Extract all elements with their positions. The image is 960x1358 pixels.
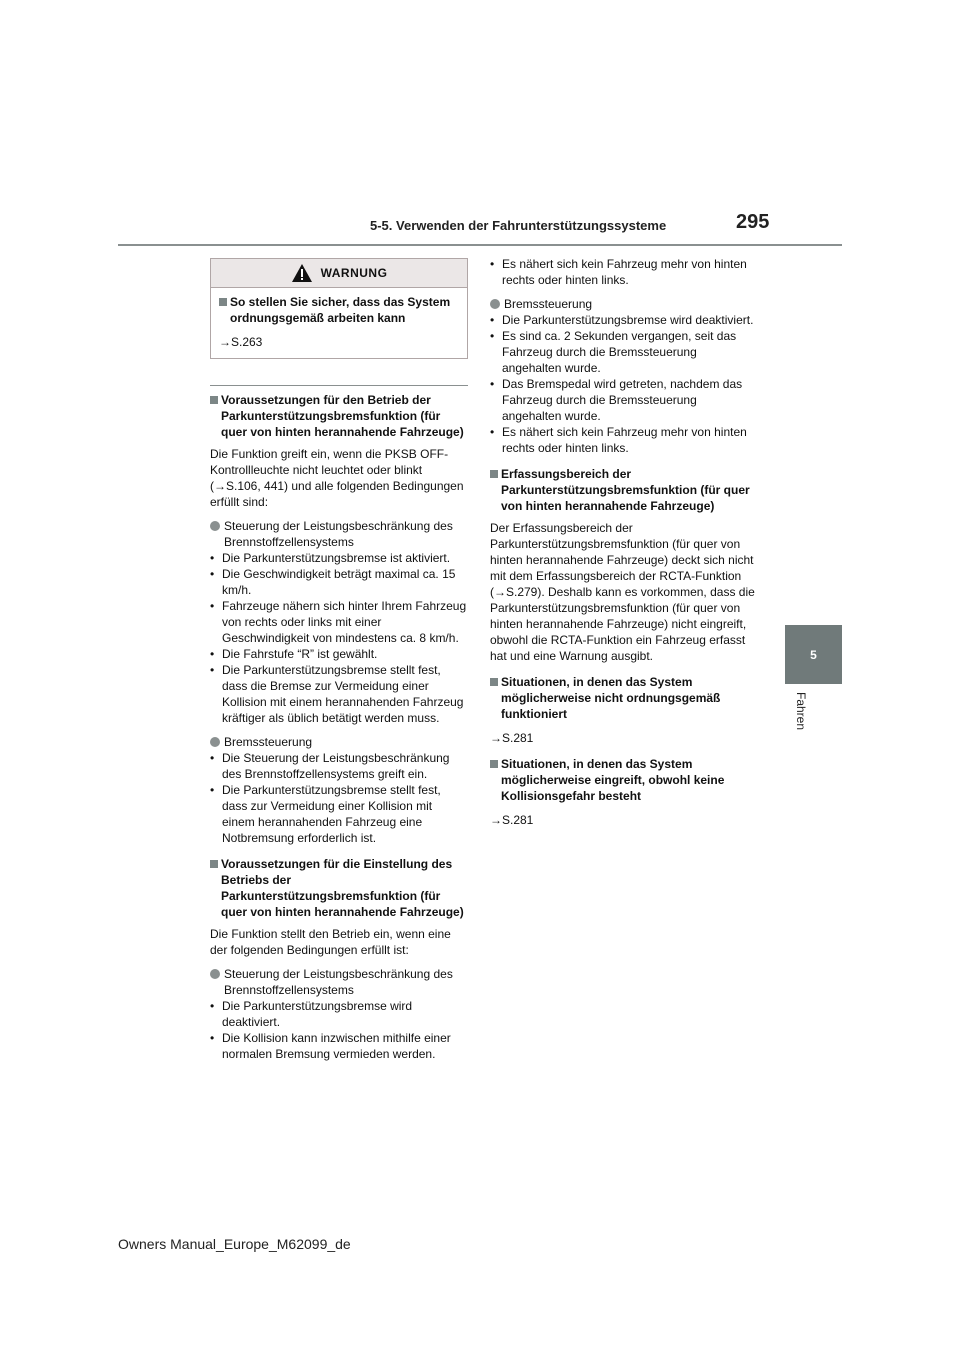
warning-heading: So stellen Sie sicher, dass das System ordnungsgemäß arbeiten kann bbox=[219, 294, 459, 326]
warning-box bbox=[210, 258, 468, 359]
list-item: • Die Parkunterstützungsbremse stellt fest, dass die Bremse zur Vermeidung einer Kollision mit einem herannahenden Fahrzeug kräftiger als üblich betätigt werden muss. bbox=[210, 663, 464, 725]
page-reference[interactable]: →S.281 bbox=[490, 813, 534, 827]
section-operating-conditions bbox=[210, 385, 468, 846]
section-heading: Voraussetzungen für den Betrieb der Parkunterstützungsbremsfunktion (für quer von hinten herannahende Fahrzeuge) bbox=[210, 392, 468, 440]
page-reference[interactable]: →S.263 bbox=[219, 335, 263, 349]
list-item: • Die Parkunterstützungsbremse ist aktiviert. bbox=[210, 551, 451, 565]
group-title: Steuerung der Leistungsbeschränkung des Brennstoffzellensystems bbox=[210, 518, 468, 550]
right-column bbox=[490, 256, 755, 828]
circle-bullet-icon bbox=[210, 737, 220, 747]
square-bullet-icon bbox=[490, 466, 501, 514]
section-detection-range bbox=[490, 466, 755, 664]
warning-body bbox=[211, 288, 467, 358]
section-stop-conditions bbox=[210, 856, 468, 1062]
circle-bullet-icon bbox=[490, 299, 500, 309]
section-heading: Erfassungsbereich der Parkunterstützungsbremsfunktion (für quer von hinten herannahende Fahrzeuge) bbox=[490, 466, 755, 514]
square-bullet-icon bbox=[219, 294, 230, 326]
list-item: • Die Kollision kann inzwischen mithilfe einer normalen Bremsung vermieden werden. bbox=[210, 1031, 451, 1061]
condition-group bbox=[210, 734, 468, 846]
list-item: • Die Fahrstufe “R” ist gewählt. bbox=[210, 647, 378, 661]
square-bullet-icon bbox=[210, 856, 221, 920]
section-heading: Situationen, in denen das System möglicherweise eingreift, obwohl keine Kollisionsgefahr besteht bbox=[490, 756, 755, 804]
section-false-activation bbox=[490, 756, 755, 828]
square-bullet-icon bbox=[210, 392, 221, 440]
section-malfunction bbox=[490, 674, 755, 746]
header-divider bbox=[118, 244, 842, 246]
section-title: 5-5. Verwenden der Fahrunterstützungssysteme bbox=[370, 218, 667, 233]
square-bullet-icon bbox=[490, 674, 501, 722]
warning-triangle-icon bbox=[291, 263, 313, 283]
left-column bbox=[210, 258, 468, 1062]
warning-title: WARNUNG bbox=[320, 266, 388, 280]
footer-text: Owners Manual_Europe_M62099_de bbox=[118, 1236, 351, 1252]
circle-bullet-icon bbox=[210, 969, 220, 979]
list-item: • Es sind ca. 2 Sekunden vergangen, seit das Fahrzeug durch die Bremssteuerung angehalten wurde. bbox=[490, 329, 737, 375]
condition-group bbox=[210, 518, 468, 726]
paragraph: Der Erfassungsbereich der Parkunterstützungsbremsfunktion (für quer von hinten herannahende Fahrzeuge) deckt sich nicht mit dem Erfassungsbereich der RCTA-Funktion (→S.279). Deshalb kann es vorkommen, dass die Parkunterstützungsbremsfunktion (für quer von hinten herannahende Fahrzeuge) nicht eingreift, obwohl die RCTA-Funktion ein Fahrzeug erfasst hat und eine Warnung ausgibt. bbox=[490, 521, 755, 663]
group-title: Bremssteuerung bbox=[210, 734, 468, 750]
list-item: • Das Bremspedal wird getreten, nachdem das Fahrzeug durch die Bremssteuerung angehalten wurde. bbox=[490, 377, 743, 423]
page-reference[interactable]: →S.281 bbox=[490, 731, 534, 745]
list-item: • Fahrzeuge nähern sich hinter Ihrem Fahrzeug von rechts oder links mit einer Geschwindigkeit von mindestens ca. 8 km/h. bbox=[210, 599, 467, 645]
list-item: • Die Geschwindigkeit beträgt maximal ca. 15 km/h. bbox=[210, 567, 456, 597]
group-title: Bremssteuerung bbox=[490, 296, 755, 312]
group-title: Steuerung der Leistungsbeschränkung des Brennstoffzellensystems bbox=[210, 966, 468, 998]
section-heading: Situationen, in denen das System möglicherweise nicht ordnungsgemäß funktioniert bbox=[490, 674, 755, 722]
paragraph: Die Funktion greift ein, wenn die PKSB OFF-Kontrollleuchte nicht leuchtet oder blinkt (→S.106, 441) und alle folgenden Bedingungen erfüllt sind: bbox=[210, 447, 464, 509]
page-number: 295 bbox=[736, 211, 770, 233]
list-item: • Die Steuerung der Leistungsbeschränkung des Brennstoffzellensystems greift ein. bbox=[210, 751, 450, 781]
list-item: • Es nähert sich kein Fahrzeug mehr von hinten rechts oder hinten links. bbox=[490, 257, 747, 287]
paragraph: Die Funktion stellt den Betrieb ein, wenn eine der folgenden Bedingungen erfüllt ist: bbox=[210, 927, 451, 957]
section-heading: Voraussetzungen für die Einstellung des Betriebs der Parkunterstützungsbremsfunktion (für quer von hinten herannahende Fahrzeuge) bbox=[210, 856, 468, 920]
list-item: • Es nähert sich kein Fahrzeug mehr von hinten rechts oder hinten links. bbox=[490, 425, 747, 455]
list-item: • Die Parkunterstützungsbremse wird deaktiviert. bbox=[490, 313, 754, 327]
list-item: • Die Parkunterstützungsbremse stellt fest, dass zur Vermeidung einer Kollision mit einem herannahenden Fahrzeug eine Notbremsung erforderlich ist. bbox=[210, 783, 441, 845]
warning-header bbox=[211, 259, 467, 288]
list-item: • Die Parkunterstützungsbremse wird deaktiviert. bbox=[210, 999, 413, 1029]
chapter-label: Fahren bbox=[794, 692, 808, 731]
chapter-number: 5 bbox=[810, 647, 817, 662]
condition-group bbox=[490, 296, 755, 456]
condition-group bbox=[210, 966, 468, 1062]
chapter-tab[interactable] bbox=[785, 625, 842, 684]
circle-bullet-icon bbox=[210, 521, 220, 531]
square-bullet-icon bbox=[490, 756, 501, 804]
